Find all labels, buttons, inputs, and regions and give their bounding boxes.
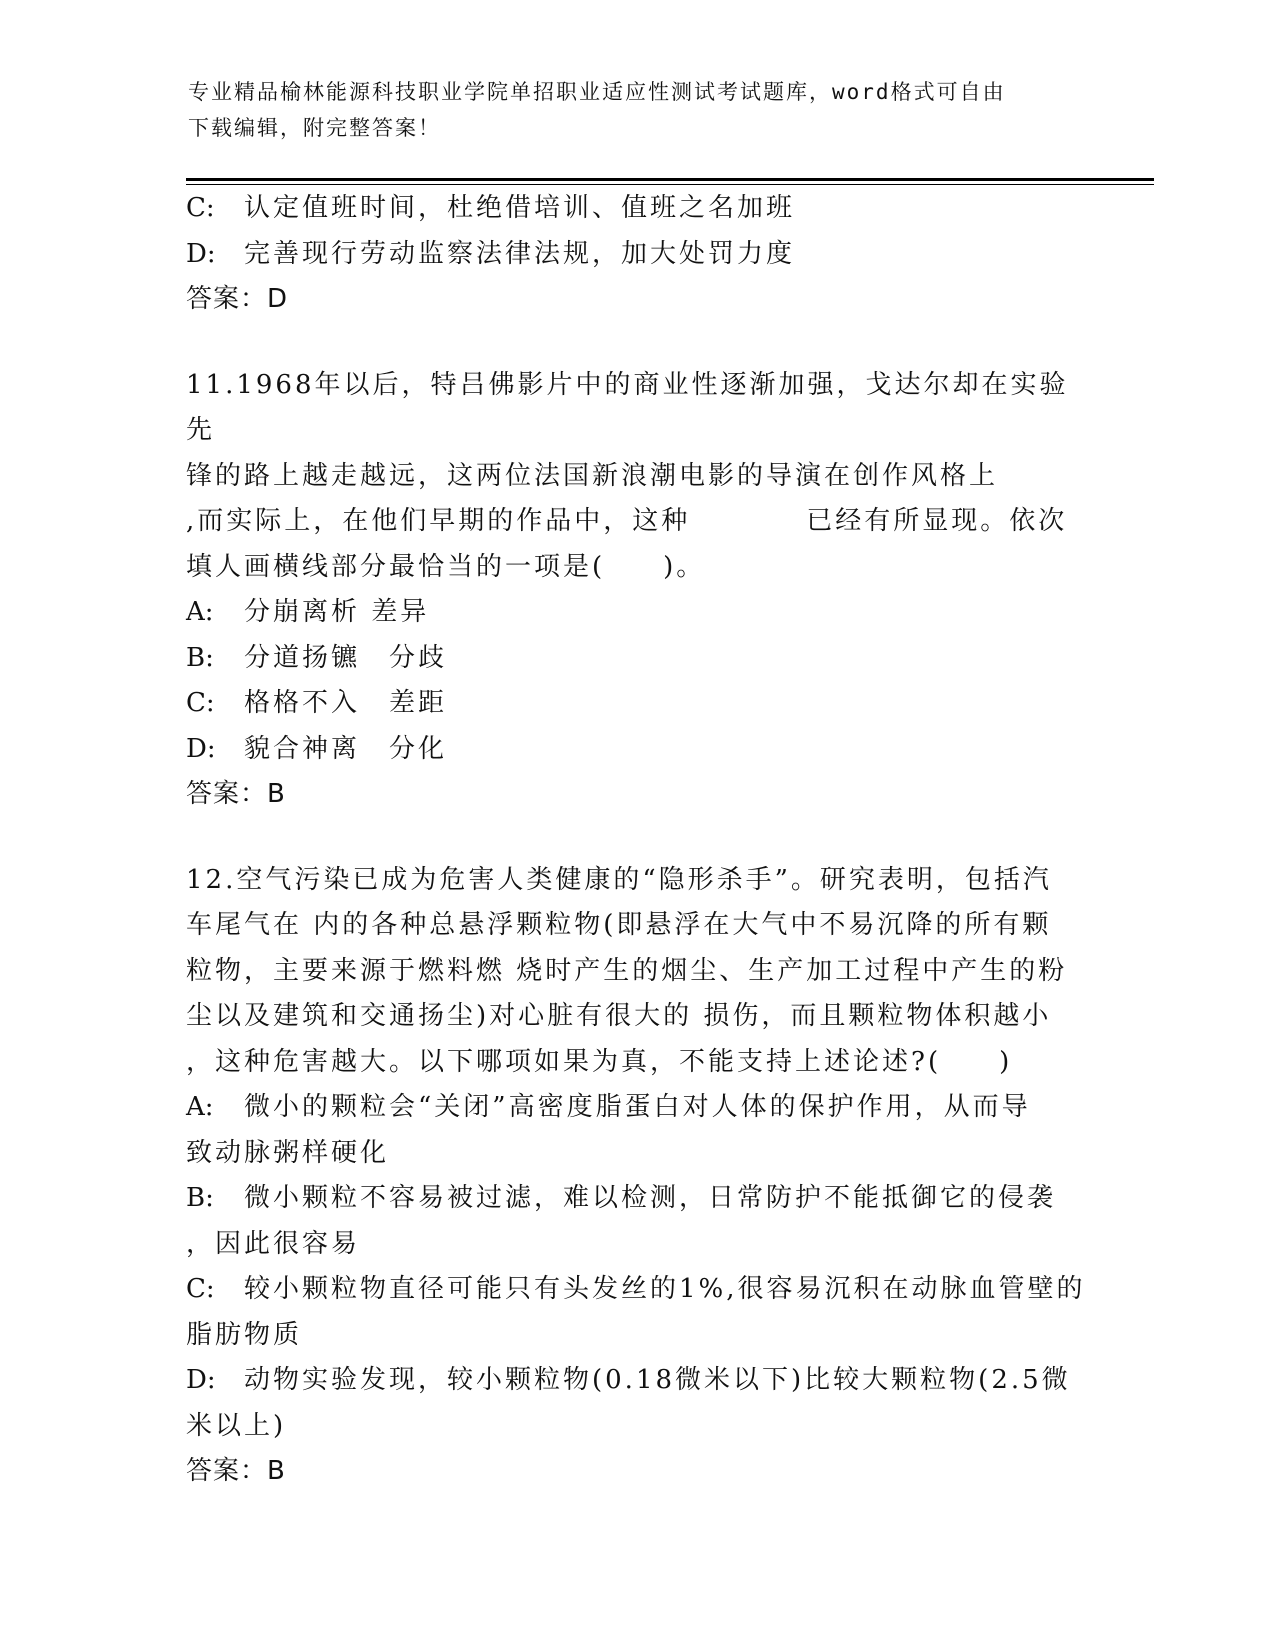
option-text: 微小颗粒不容易被过滤，难以检测，日常防护不能抵御它的侵袭 [244,1183,1057,1213]
header-line-2: 下载编辑，附完整答案！ [188,116,441,140]
page-header [188,74,1068,146]
question-10 [186,186,1086,323]
answer: 答案：D [186,284,289,314]
option-b [186,636,1086,682]
option-d-continued: 米以上) [186,1410,287,1441]
option-text: 动物实验发现，较小颗粒物(0.18微米以下)比较大颗粒物(2.5微 [244,1365,1071,1395]
question-stem-line: 粒物，主要来源于燃料燃 烧时产生的烟尘、生产加工过程中产生的粉 [186,955,1068,986]
header-rule-thick [186,178,1154,181]
question-stem-line: 锋的路上越走越远，这两位法国新浪潮电影的导演在创作风格上 [186,460,999,491]
question-stem-line: 11.1968年以后，特吕佛影片中的商业性逐渐加强，戈达尔却在实验先 [186,369,1069,445]
option-letter: B: [186,1183,214,1213]
header-line-1: 专业精品榆林能源科技职业学院单招职业适应性测试考试题库，word格式可自由 [188,80,1006,104]
question-content [186,186,1086,1495]
option-text: 完善现行劳动监察法律法规，加大处罚力度 [244,238,796,269]
option-text: 微小的颗粒会“关闭”高密度脂蛋白对人体的保护作用，从而导 [244,1092,1031,1122]
option-letter: C: [186,193,215,223]
option-text: 较小颗粒物直径可能只有头发丝的1%,很容易沉积在动脉血管壁的 [244,1274,1086,1304]
option-d [186,1358,1086,1404]
question-stem-line: 12.空气污染已成为危害人类健康的“隐形杀手”。研究表明，包括汽 [186,864,1052,895]
option-letter: C: [186,1274,215,1304]
option-c-continued: 脂肪物质 [186,1319,303,1350]
question-stem-line: ，这种危害越大。以下哪项如果为真，不能支持上述论述?( ) [186,1046,1013,1077]
question-stem-line: 填人画横线部分最恰当的一项是( )。 [186,551,706,582]
option-letter: A: [186,597,214,627]
question-stem-line: 尘以及建筑和交通扬尘)对心脏有很大的 损伤，而且颗粒物体积越小 [186,1001,1052,1031]
option-d [186,232,1086,278]
option-text: 认定值班时间，杜绝借培训、值班之名加班 [244,193,796,223]
option-text: 分崩离析 差异 [244,597,430,627]
option-d [186,727,1086,773]
option-b [186,1176,1086,1222]
option-text: 分道扬镳 分歧 [244,642,448,673]
option-a [186,590,1086,636]
answer: 答案：B [186,779,286,809]
option-letter: D: [186,1365,216,1395]
option-letter: B: [186,642,214,673]
header-rule-thin [186,184,1154,185]
option-a [186,1085,1086,1131]
option-a-continued: 致动脉粥样硬化 [186,1137,390,1168]
option-text: 格格不入 差距 [244,688,448,718]
option-c [186,186,1086,232]
question-11 [186,363,1086,818]
option-text: 貌合神离 分化 [244,733,448,764]
option-letter: D: [186,733,216,764]
option-c [186,1267,1086,1313]
option-b-continued: ，因此很容易 [186,1228,361,1259]
answer: 答案：B [186,1456,286,1486]
option-letter: A: [186,1092,214,1122]
option-letter: D: [186,238,216,269]
option-c [186,681,1086,727]
question-stem-line: ,而实际上，在他们早期的作品中，这种 已经有所显现。依次 [186,506,1068,536]
option-letter: C: [186,688,215,718]
question-12 [186,858,1086,1495]
question-stem-line: 车尾气在 内的各种总悬浮颗粒物(即悬浮在大气中不易沉降的所有颗 [186,910,1052,940]
